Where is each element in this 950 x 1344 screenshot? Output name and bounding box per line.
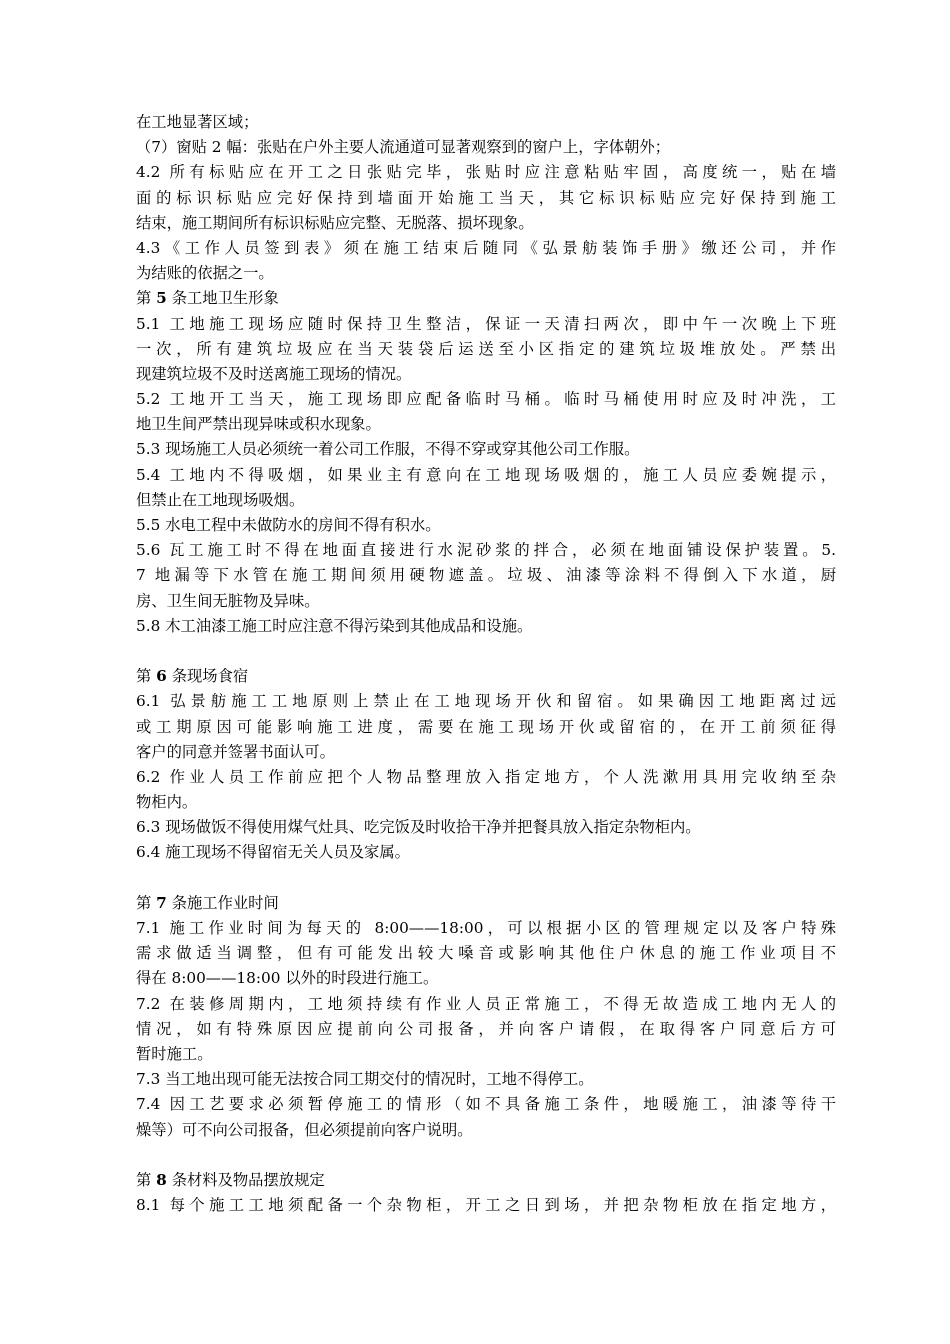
- text-line: 5.3 现场施工人员必须统一着公司工作服，不得不穿或穿其他公司工作服。: [136, 440, 640, 459]
- document-body: [136, 110, 836, 1218]
- heading-prefix: 第: [136, 289, 157, 308]
- text-line: 房、卫生间无脏物及异味。: [136, 591, 320, 610]
- heading-number: 6: [156, 667, 167, 686]
- text-line: 7.1 施工作业时间为每天的 8:00——18:00，可以根据小区的管理规定以及客户特殊: [136, 919, 836, 937]
- text-line: 或工期原因可能影响施工进度，需要在施工现场开伙或留宿的，在开工前须征得: [136, 717, 836, 736]
- text-line: 在工地显著区域；: [136, 113, 259, 131]
- section-heading: [136, 891, 836, 916]
- text-line: 7.2 在装修周期内，工地须持续有作业人员正常施工，不得无故造成工地内无人的: [136, 994, 836, 1013]
- text-line: 7 地漏等下水管在施工期间须用硬物遮盖。垃圾、油漆等涂料不得倒入下水道，厨: [136, 566, 836, 585]
- heading-prefix: 第: [136, 893, 157, 912]
- text-line: 暂时施工。: [136, 1044, 213, 1063]
- section-heading: [136, 664, 836, 689]
- heading-prefix: 第: [136, 667, 157, 686]
- heading-number: 8: [156, 1170, 167, 1189]
- section-heading: [136, 286, 836, 311]
- heading-title: 条工地卫生形象: [166, 289, 279, 308]
- text-line: 5.1 工地施工现场应随时保持卫生整洁，保证一天清扫两次，即中午一次晚上下班: [136, 314, 836, 333]
- text-line: 现建筑垃圾不及时送离施工现场的情况。: [136, 364, 412, 383]
- text-line: 结束，施工期间所有标识标贴应完整、无脱落、损坏现象。: [136, 213, 534, 232]
- text-line: 面的标识标贴应完好保持到墙面开始施工当天，其它标识标贴应完好保持到施工: [136, 188, 836, 207]
- blank-line: [136, 866, 836, 891]
- text-line: 7.4 因工艺要求必须暂停施工的情形（如不具备施工条件，地暖施工，油漆等待干: [136, 1095, 836, 1114]
- text-line: （7）窗贴 2 幅：张贴在户外主要人流通道可显著观察到的窗户上，字体朝外；: [136, 138, 670, 157]
- text-line: 6.3 现场做饭不得使用煤气灶具、吃完饭及时收拾干净并把餐具放入指定杂物柜内。: [136, 818, 701, 837]
- text-line: 6.1 弘景舫施工工地原则上禁止在工地现场开伙和留宿。如果确因工地距离过远: [136, 692, 836, 711]
- text-line: 情况，如有特殊原因应提前向公司报备，并向客户请假，在取得客户同意后方可: [136, 1019, 836, 1038]
- text-line: 5.5 水电工程中未做防水的房间不得有积水。: [136, 516, 441, 534]
- text-line: 为结账的依据之一。: [136, 264, 274, 283]
- text-line: 5.4 工地内不得吸烟，如果业主有意向在工地现场吸烟的，施工人员应委婉提示，: [136, 465, 836, 484]
- text-line: 得在 8:00——18:00 以外的时段进行施工。: [136, 969, 439, 988]
- text-line: 需求做适当调整，但有可能发出较大嗓音或影响其他住户休息的施工作业项目不: [136, 944, 836, 963]
- text-line: 地卫生间严禁出现异味或积水现象。: [136, 415, 381, 434]
- text-line: 8.1 每个施工工地须配备一个杂物柜，开工之日到场，并把杂物柜放在指定地方，: [136, 1196, 836, 1215]
- text-line: 但禁止在工地现场吸烟。: [136, 490, 305, 509]
- heading-title: 条材料及物品摆放规定: [166, 1170, 325, 1189]
- text-line: 4.3《工作人员签到表》须在施工结束后随同《弘景舫装饰手册》缴还公司，并作: [136, 238, 836, 257]
- text-line: 7.3 当工地出现可能无法按合同工期交付的情况时，工地不得停工。: [136, 1070, 594, 1089]
- section-heading: [136, 1168, 836, 1193]
- text-line: 5.8 木工油漆工施工时应注意不得污染到其他成品和设施。: [136, 616, 533, 635]
- text-line: 燥等）可不向公司报备，但必须提前向客户说明。: [136, 1120, 473, 1139]
- text-line: 4.2 所有标贴应在开工之日张贴完毕，张贴时应注意粘贴牢固，高度统一，贴在墙: [136, 163, 836, 182]
- heading-title: 条现场食宿: [166, 667, 249, 686]
- text-line: 物柜内。: [136, 793, 198, 812]
- blank-line: [136, 639, 836, 664]
- heading-number: 5: [156, 289, 167, 308]
- text-line: 5.6 瓦工施工时不得在地面直接进行水泥砂浆的拌合，必须在地面铺设保护装置。5.: [136, 541, 836, 560]
- text-line: 6.4 施工现场不得留宿无关人员及家属。: [136, 843, 410, 862]
- heading-number: 7: [156, 893, 167, 912]
- text-line: 客户的同意并签署书面认可。: [136, 742, 335, 761]
- text-line: 一次，所有建筑垃圾应在当天装袋后运送至小区指定的建筑垃圾堆放处。严禁出: [136, 339, 836, 358]
- text-line: 5.2 工地开工当天，施工现场即应配备临时马桶。临时马桶使用时应及时冲洗，工: [136, 390, 836, 409]
- text-line: 6.2 作业人员工作前应把个人物品整理放入指定地方，个人洗漱用具用完收纳至杂: [136, 767, 836, 786]
- heading-title: 条施工作业时间: [166, 893, 279, 912]
- heading-prefix: 第: [136, 1170, 157, 1189]
- blank-line: [136, 1143, 836, 1168]
